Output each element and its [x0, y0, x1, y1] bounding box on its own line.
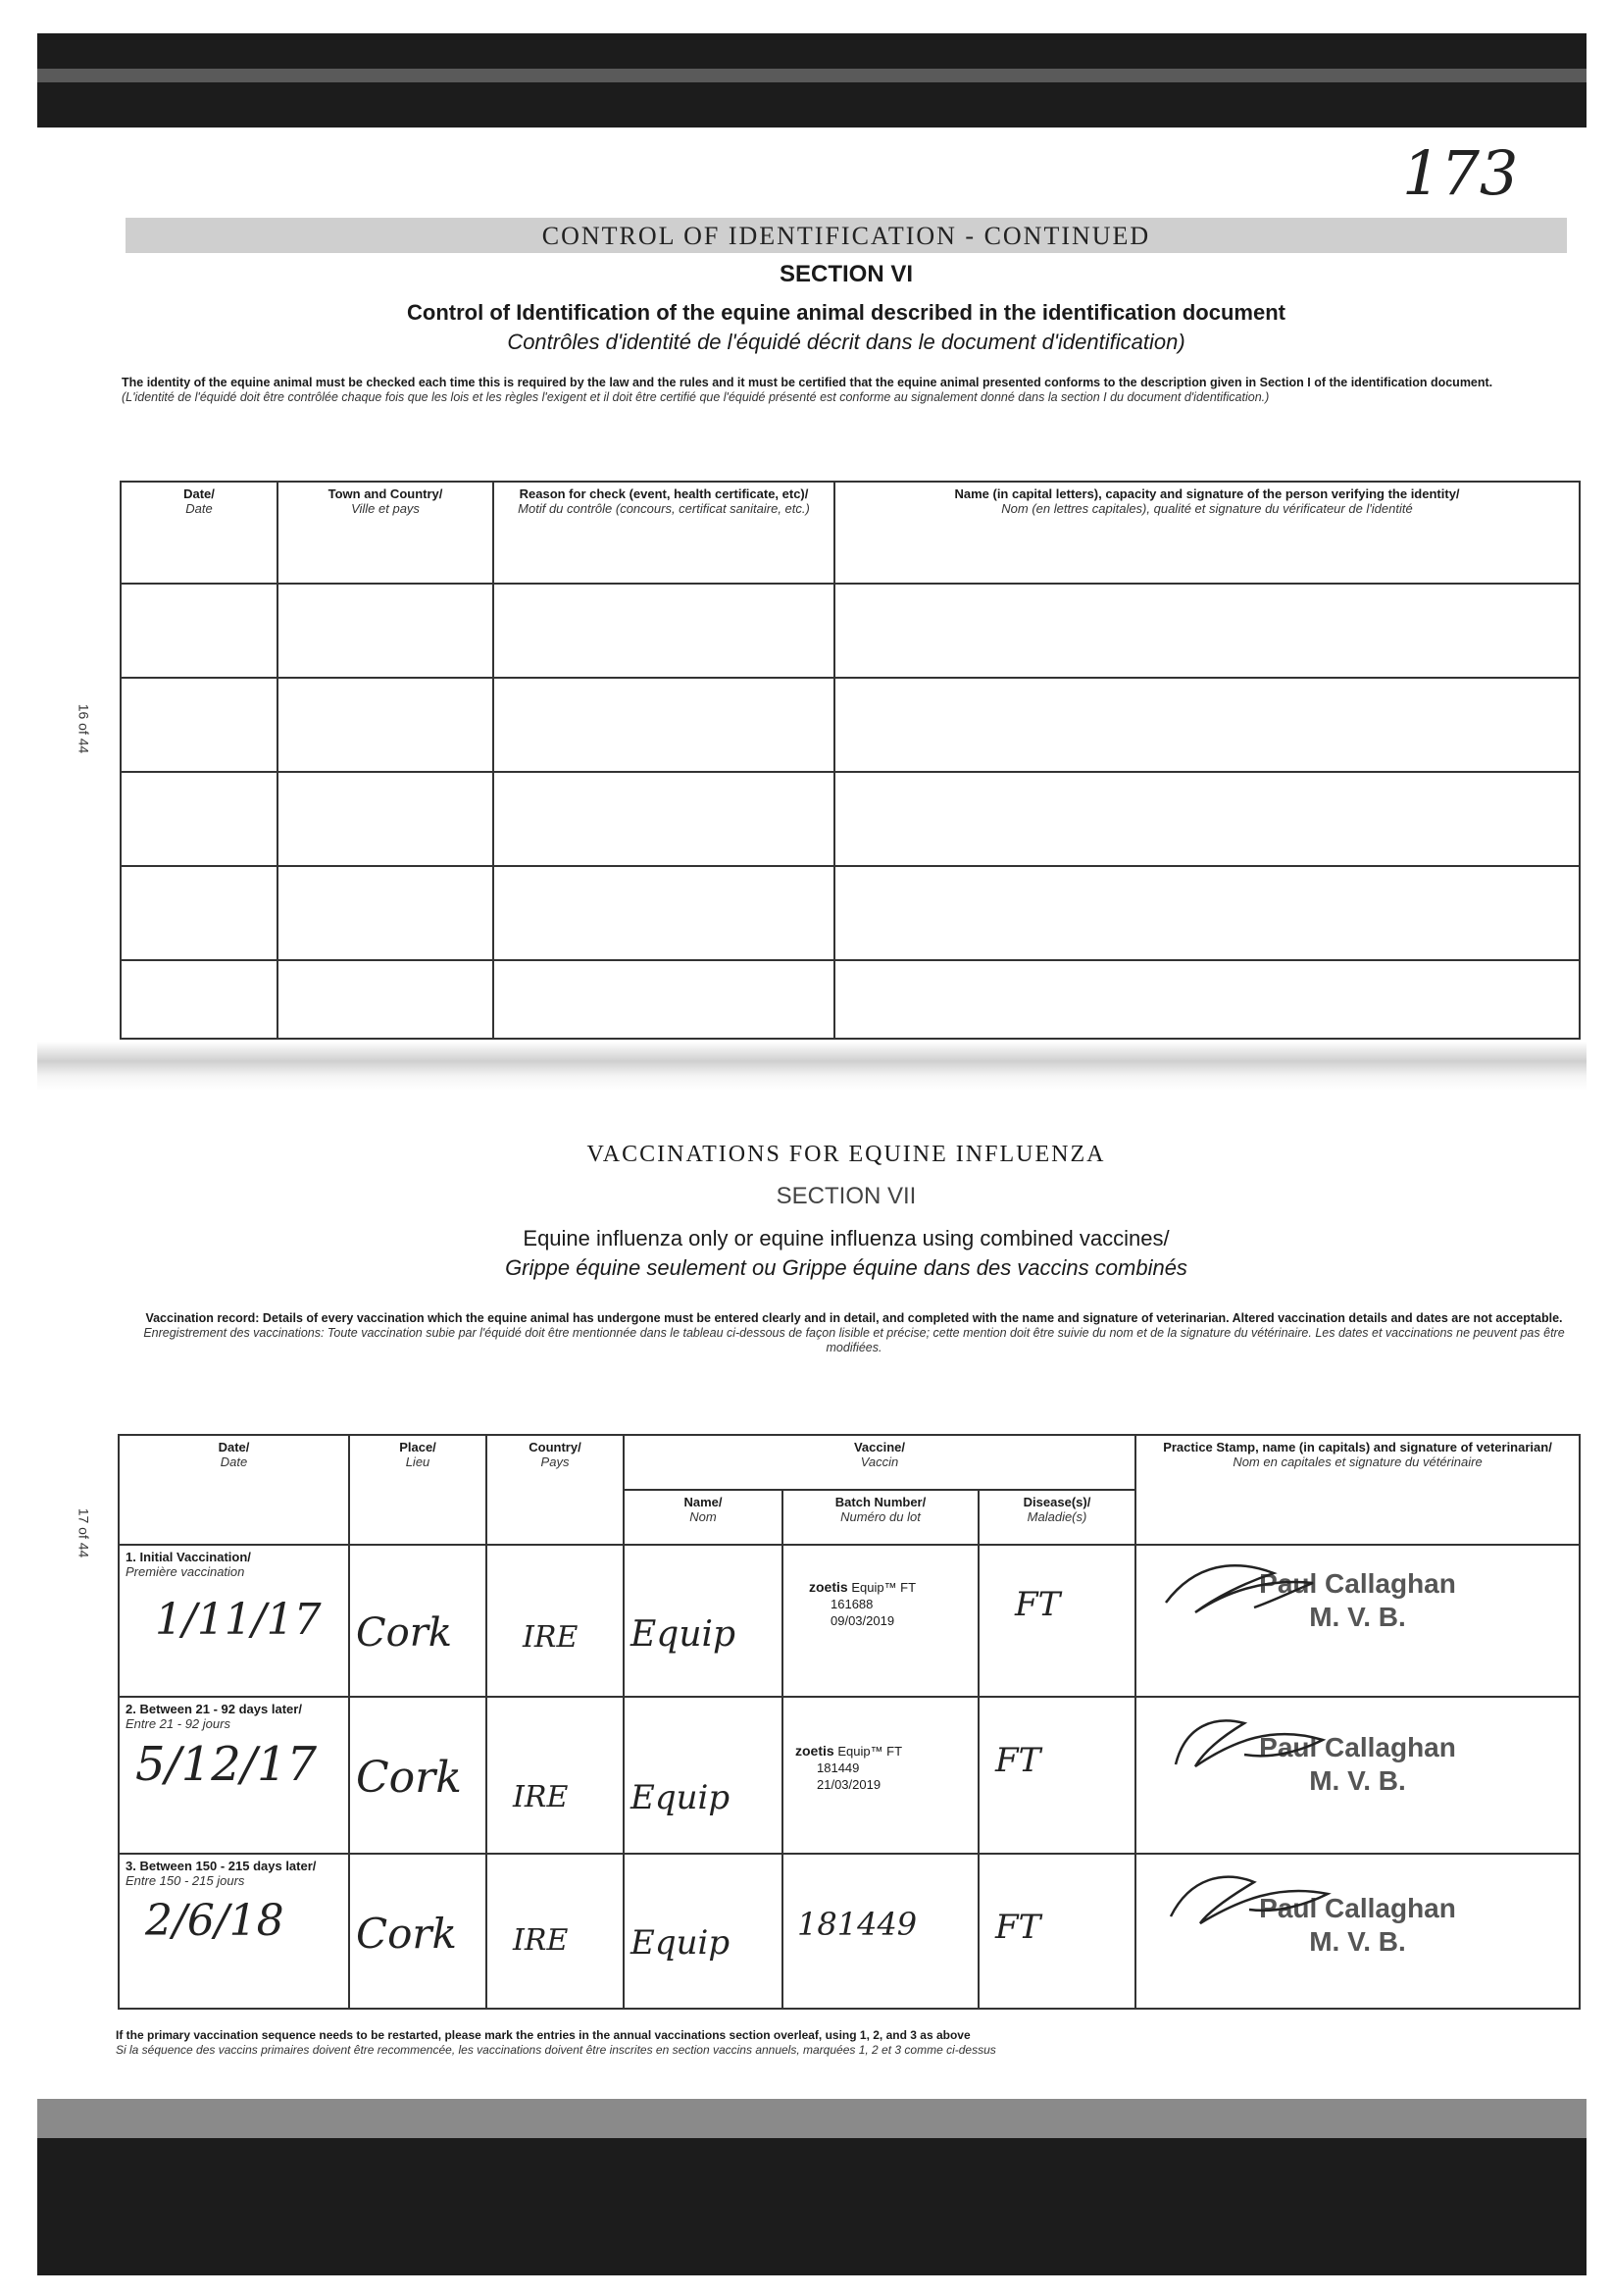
section7-subtitle-en: Equine influenza only or equine influenza using combined vaccines/ [523, 1226, 1170, 1250]
row1-batch-cell [782, 1545, 979, 1697]
row2-vet-title: M. V. B. [1309, 1765, 1406, 1796]
row3-disease: FT [995, 1908, 1041, 1947]
section6-subtitle-en: Control of Identification of the equine animal described in the identification document [407, 300, 1285, 325]
col-vaccine-name: Name/ Nom [624, 1490, 782, 1545]
row3-place: Cork [356, 1910, 457, 1958]
col-date: Date/ Date [119, 1435, 349, 1545]
identity-check-header [121, 482, 1580, 584]
table-row [119, 1697, 1580, 1854]
table-row [121, 866, 1580, 960]
row2-date-cell: 2. Between 21 - 92 days later/ Entre 21 - 92 jours 5/12/17 [119, 1697, 349, 1854]
section7-instructions [133, 1311, 1575, 1355]
section7-footnote [116, 2028, 1577, 2058]
row1-stamp-cell [1135, 1545, 1580, 1697]
row3-date: 2/6/18 [145, 1896, 284, 1946]
col-country: Country/ Pays [486, 1435, 624, 1545]
row3-batch-text: 181449 [797, 1906, 918, 1943]
row2-stamp-cell [1135, 1697, 1580, 1854]
col-reason: Reason for check (event, health certificate, etc)/ Motif du contrôle (concours, certificat sanitaire, etc.) [493, 482, 834, 584]
row2-batch-product: Equip™ FT [837, 1744, 903, 1759]
table-row [121, 772, 1580, 866]
row3-vaccine-name: Equip [630, 1923, 730, 1963]
signature-image [1156, 1554, 1372, 1622]
scan-top-edge [37, 69, 1587, 82]
table-row [121, 584, 1580, 678]
table-row [119, 1545, 1580, 1697]
row3-stamp-cell [1135, 1854, 1580, 2009]
row1-vaccine-name: Equip [630, 1614, 736, 1655]
row2-date: 5/12/17 [135, 1737, 318, 1792]
section7-instructions-en: Vaccination record: Details of every vaccination which the equine animal has undergone must be entered clearly and in detail, and completed with the name and signature of veterinarian. Altered vaccination details and dates are not acceptable. [145, 1311, 1563, 1325]
col-date: Date/ Date [121, 482, 277, 584]
vaccination-table [118, 1434, 1581, 2010]
section6-title-band [126, 218, 1567, 253]
col-place: Place/ Lieu [349, 1435, 486, 1545]
row2-batch-expiry: 21/03/2019 [817, 1777, 882, 1792]
col-town-country: Town and Country/ Ville et pays [277, 482, 493, 584]
section6-instructions-fr: (L'identité de l'équidé doit être contrôlée chaque fois que les lois et les règles l'exigent et il doit être certifié que l'équidé présenté est conforme au signalement donné dans la section I du document d'identification.) [122, 390, 1270, 404]
section6-band-title: CONTROL OF IDENTIFICATION - CONTINUED [541, 222, 1151, 250]
row1-batch-product: Equip™ FT [851, 1580, 917, 1595]
footnote-fr: Si la séquence des vaccins primaires doivent être recommencée, les vaccinations doivent être inscrites en section vaccins annuels, marquées 1, 2 et 3 comme ci-dessus [116, 2043, 996, 2057]
section6-instructions-en: The identity of the equine animal must be checked each time this is required by the law and the rules and it must be certified that the equine animal presented conforms to the description given in Section I of the identification document. [122, 376, 1493, 389]
footnote-en: If the primary vaccination sequence needs to be restarted, please mark the entries in the annual vaccinations section overleaf, using 1, 2, and 3 as above [116, 2028, 971, 2042]
row1-disease: FT [1015, 1585, 1061, 1624]
col-vaccine: Vaccine/ Vaccin [624, 1435, 1135, 1490]
table-row [121, 678, 1580, 772]
side-page-number-16: 16 of 44 [76, 703, 92, 754]
row1-country: IRE [523, 1620, 579, 1655]
section6-label: SECTION VI [779, 261, 914, 287]
row3-country: IRE [513, 1923, 569, 1958]
identity-check-table [120, 481, 1581, 1040]
vaccination-header-top [119, 1435, 1580, 1490]
section7-instructions-fr: Enregistrement des vaccinations: Toute vaccination subie par l'équidé doit être mentionnée dans le tableau ci-dessous de façon lisible et précise; cette mention doit être suivie du nom et de la signature du vétérinaire. Les dates et vaccinations ne peuvent pas être modifiées. [143, 1326, 1565, 1354]
row2-vet-name: Paul Callaghan [1259, 1732, 1456, 1762]
row1-date: 1/11/17 [155, 1595, 322, 1645]
section6-instructions [122, 376, 1553, 405]
section7-label: SECTION VII [776, 1183, 917, 1209]
signature-image [1156, 1706, 1372, 1774]
page-fold [37, 1042, 1587, 1091]
row2-place: Cork [356, 1753, 462, 1803]
row2-batch-cell [782, 1697, 979, 1854]
col-disease: Disease(s)/ Maladie(s) [979, 1490, 1135, 1545]
table-row [119, 1854, 1580, 2009]
row2-batch-brand: zoetis [795, 1743, 834, 1759]
row1-vet-title: M. V. B. [1309, 1602, 1406, 1632]
row2-country: IRE [513, 1780, 569, 1814]
row1-batch-expiry: 09/03/2019 [831, 1613, 895, 1628]
row2-batch-number: 181449 [817, 1760, 860, 1775]
section6-subtitle-fr: Contrôles d'identité de l'équidé décrit dans le document d'identification) [507, 330, 1185, 354]
signature-image [1156, 1862, 1372, 1931]
handwritten-page-number: 173 [1402, 137, 1519, 209]
scan-top-border [37, 33, 1587, 131]
col-verifier: Name (in capital letters), capacity and signature of the person verifying the identity/ Nom (en lettres capitales), qualité et signature du vérificateur de l'identité [834, 482, 1580, 584]
row1-batch-brand: zoetis [809, 1579, 848, 1595]
table-row [121, 960, 1580, 1039]
row3-date-cell: 3. Between 150 - 215 days later/ Entre 150 - 215 jours 2/6/18 [119, 1854, 349, 2009]
row1-batch-number: 161688 [831, 1597, 874, 1611]
col-batch-number: Batch Number/ Numéro du lot [782, 1490, 979, 1545]
scan-bottom-edge [37, 2099, 1587, 2138]
side-page-number-17: 17 of 44 [76, 1507, 92, 1558]
row1-date-cell: 1. Initial Vaccination/ Première vaccination 1/11/17 [119, 1545, 349, 1697]
row3-batch-cell [782, 1854, 979, 2009]
section7-subtitle-fr: Grippe équine seulement ou Grippe équine dans des vaccins combinés [505, 1255, 1187, 1280]
row1-vet-name: Paul Callaghan [1259, 1568, 1456, 1599]
col-stamp: Practice Stamp, name (in capitals) and signature of veterinarian/ Nom en capitales et signature du vétérinaire [1135, 1435, 1580, 1545]
row3-vet-name: Paul Callaghan [1259, 1893, 1456, 1923]
section7-band-title: VACCINATIONS FOR EQUINE INFLUENZA [586, 1142, 1106, 1167]
row1-place: Cork [356, 1610, 453, 1656]
row2-disease: FT [995, 1741, 1041, 1780]
row2-vaccine-name: Equip [630, 1778, 730, 1817]
row3-vet-title: M. V. B. [1309, 1926, 1406, 1957]
